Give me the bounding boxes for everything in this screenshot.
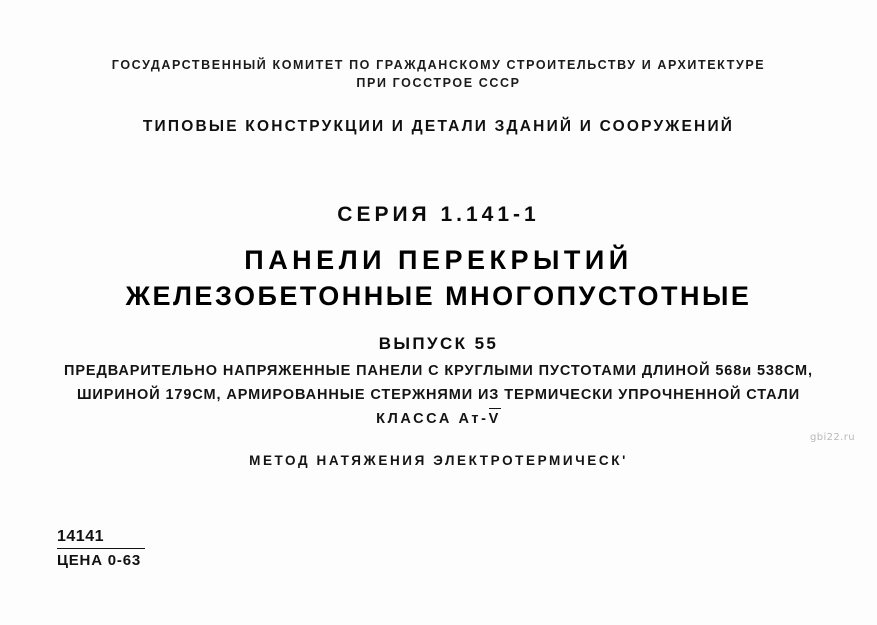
overline-mark (489, 408, 501, 409)
issue-number: ВЫПУСК 55 (378, 334, 499, 353)
method-line: МЕТОД НАТЯЖЕНИЯ ЭЛЕКТРОТЕРМИЧЕСК' (249, 453, 628, 468)
series-number: СЕРИЯ 1.141-1 (337, 203, 540, 226)
watermark-label: gbi22.ru (809, 432, 855, 443)
description-line-3 (0, 411, 877, 427)
description-line-1: ПРЕДВАРИТЕЛЬНО НАПРЯЖЕННЫЕ ПАНЕЛИ С КРУГЛЫМИ ПУСТОТАМИ ДЛИНОЙ 568и 538СМ, (64, 363, 813, 379)
organization-line-2: ПРИ ГОССТРОЕ СССР (356, 76, 521, 90)
page-title-line-2: ЖЕЛЕЗОБЕТОННЫЕ МНОГОПУСТОТНЫЕ (125, 281, 752, 311)
steel-class-label: КЛАССА Ат- (376, 411, 489, 427)
description-line-2: ШИРИНОЙ 179СМ, АРМИРОВАННЫЕ СТЕРЖНЯМИ ИЗ ТЕРМИЧЕСКИ УПРОЧНЕННОЙ СТАЛИ (76, 387, 801, 403)
price-value: ЦЕНА 0-63 (57, 552, 142, 569)
page-title-line-1: ПАНЕЛИ ПЕРЕКРЫТИЙ (244, 245, 633, 275)
price-block (57, 528, 145, 569)
steel-class-value: V (488, 411, 501, 427)
document-subtitle: ТИПОВЫЕ КОНСТРУКЦИИ И ДЕТАЛИ ЗДАНИЙ И СООРУЖЕНИЙ (142, 118, 735, 135)
steel-class-value-wrapper (489, 411, 501, 427)
organization-line-1: ГОСУДАРСТВЕННЫЙ КОМИТЕТ ПО ГРАЖДАНСКОМУ СТРОИТЕЛЬСТВУ И АРХИТЕКТУРЕ (111, 58, 766, 72)
document-code: 14141 (57, 528, 145, 549)
